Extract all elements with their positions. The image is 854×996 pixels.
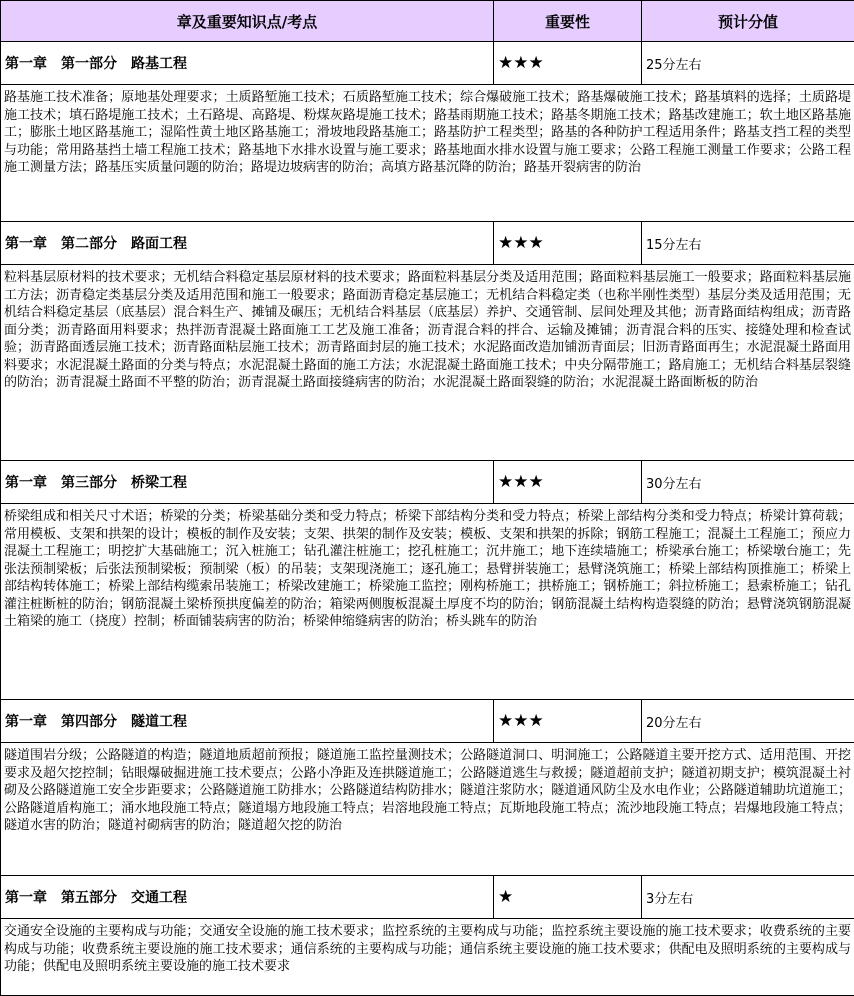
section-content: 隧道围岩分级；公路隧道的构造；隧道地质超前预报；隧道施工监控量测技术；公路隧道洞口、明洞施工；公路隧道主要开挖方式、适用范围、开挖要求及超欠挖控制；钻眼爆破掘进施工技术要点；公路小净距及连拱隧道施工；公路隧道逃生与救援；隧道超前支护；隧道初期支护；模筑混凝土衬砌及公路隧道施工安全步距要求；公路隧道施工防排水；公路隧道结构防排水；隧道注浆防水；隧道通风防尘及水电作业；公路隧道辅助坑道施工；公路隧道盾构施工；涌水地段施工特点；隧道塌方地段施工特点；岩溶地段施工特点；瓦斯地段施工特点；流沙地段施工特点；岩爆地段施工特点；隧道水害的防治；隧道衬砌病害的防治；隧道超欠挖的防治 — [1, 743, 854, 876]
section-content: 粒料基层原材料的技术要求；无机结合料稳定基层原材料的技术要求；路面粒料基层分类及适用范围；路面粒料基层施工一般要求；路面粒料基层施工方法；沥青稳定类基层分类及适用范围和施工一般要求；路面沥青稳定基层施工；无机结合料稳定类（也称半刚性类型）基层分类及适用范围；无机结合料稳定基层（底基层）混合料生产、摊铺及碾压；无机结合料基层（底基层）养护、交通管制、层间处理及其他；沥青路面结构组成；沥青路面分类；沥青路面用料要求；热拌沥青混凝土路面施工工艺及施工准备；沥青混合料的拌合、运输及摊铺；沥青混合料的压实、接缝处理和检查试验；沥青路面透层施工技术；沥青路面粘层施工技术；沥青路面封层的施工技术；水泥路面改造加铺沥青面层；旧沥青路面再生；水泥混凝土路面用料要求；水泥混凝土路面的分类与特点；水泥混凝土路面的施工方法；水泥混凝土路面施工技术；中央分隔带施工；路肩施工；无机结合料基层裂缝的防治；沥青混凝土路面不平整的防治；沥青混凝土路面接缝病害的防治；水泥混凝土路面裂缝的防治；水泥混凝土路面断板的防治 — [1, 265, 854, 461]
section-title: 第一章 第五部分 交通工程 — [1, 876, 494, 919]
estimated-score: 30分左右 — [642, 461, 854, 504]
section-content-row — [1, 265, 854, 461]
header-score: 预计分值 — [642, 1, 854, 42]
section-row — [1, 42, 854, 85]
section-row — [1, 222, 854, 265]
section-title: 第一章 第四部分 隧道工程 — [1, 700, 494, 743]
section-row — [1, 700, 854, 743]
section-row — [1, 876, 854, 919]
section-row — [1, 461, 854, 504]
section-title: 第一章 第一部分 路基工程 — [1, 42, 494, 85]
section-title: 第一章 第二部分 路面工程 — [1, 222, 494, 265]
section-content-row — [1, 919, 854, 996]
section-title: 第一章 第三部分 桥梁工程 — [1, 461, 494, 504]
section-content-row — [1, 85, 854, 222]
importance-stars: ★★★ — [494, 461, 642, 504]
estimated-score: 15分左右 — [642, 222, 854, 265]
section-content: 交通安全设施的主要构成与功能；交通安全设施的施工技术要求；监控系统的主要构成与功能；监控系统主要设施的施工技术要求；收费系统的主要构成与功能；收费系统主要设施的施工技术要求；通信系统的主要构成与功能；通信系统主要设施的施工技术要求；供配电及照明系统的主要构成与功能；供配电及照明系统主要设施的施工技术要求 — [1, 919, 854, 996]
estimated-score: 25分左右 — [642, 42, 854, 85]
section-content-row — [1, 504, 854, 700]
section-content: 桥梁组成和相关尺寸术语；桥梁的分类；桥梁基础分类和受力特点；桥梁下部结构分类和受力特点；桥梁上部结构分类和受力特点；桥梁计算荷载；常用模板、支架和拱架的设计；模板的制作及安装；支架、拱架的制作及安装；模板、支架和拱架的拆除；钢筋工程施工；混凝土工程施工；预应力混凝土工程施工；明挖扩大基础施工；沉入桩施工；钻孔灌注桩施工；挖孔桩施工；沉井施工；地下连续墙施工；桥梁承台施工；桥梁墩台施工；先张法预制梁板；后张法预制梁板；预制梁（板）的吊装；支架现浇施工；逐孔施工；悬臂拼装施工；悬臂浇筑施工；桥梁上部结构顶推施工；桥梁上部结构转体施工；桥梁上部结构缆索吊装施工；桥梁改建施工；桥梁施工监控；刚构桥施工；拱桥施工；钢桥施工；斜拉桥施工；悬索桥施工；钻孔灌注桩断桩的防治；钢筋混凝土梁桥预拱度偏差的防治；箱梁两侧腹板混凝土厚度不均的防治；钢筋混凝土结构构造裂缝的防治；悬臂浇筑钢筋混凝土箱梁的施工（挠度）控制；桥面铺装病害的防治；桥梁伸缩缝病害的防治；桥头跳车的防治 — [1, 504, 854, 700]
importance-stars: ★★★ — [494, 700, 642, 743]
estimated-score: 20分左右 — [642, 700, 854, 743]
header-importance: 重要性 — [494, 1, 642, 42]
importance-stars: ★★★ — [494, 222, 642, 265]
importance-stars: ★★★ — [494, 42, 642, 85]
section-content: 路基施工技术准备；原地基处理要求；土质路堑施工技术；石质路堑施工技术；综合爆破施工技术；路基爆破施工技术；路基填料的选择；土质路堤施工技术；填石路堤施工技术；土石路堤、高路堤、粉煤灰路堤施工技术；路基雨期施工技术；路基冬期施工技术；路基改建施工；软土地区路基施工；膨胀土地区路基施工；湿陷性黄土地区路基施工；滑坡地段路基施工；路基防护工程类型；路基的各种防护工程适用条件；路基支挡工程的类型与功能；常用路基挡土墙工程施工技术；路基地下水排水设置与施工要求；路基地面水排水设置与施工要求；公路工程施工测量工作要求；公路工程施工测量方法；路基压实质量问题的防治；路堤边坡病害的防治；高填方路基沉降的防治；路基开裂病害的防治 — [1, 85, 854, 222]
table-header-row — [1, 1, 854, 42]
estimated-score: 3分左右 — [642, 876, 854, 919]
header-chapter: 章及重要知识点/考点 — [1, 1, 494, 42]
importance-stars: ★ — [494, 876, 642, 919]
section-content-row — [1, 743, 854, 876]
